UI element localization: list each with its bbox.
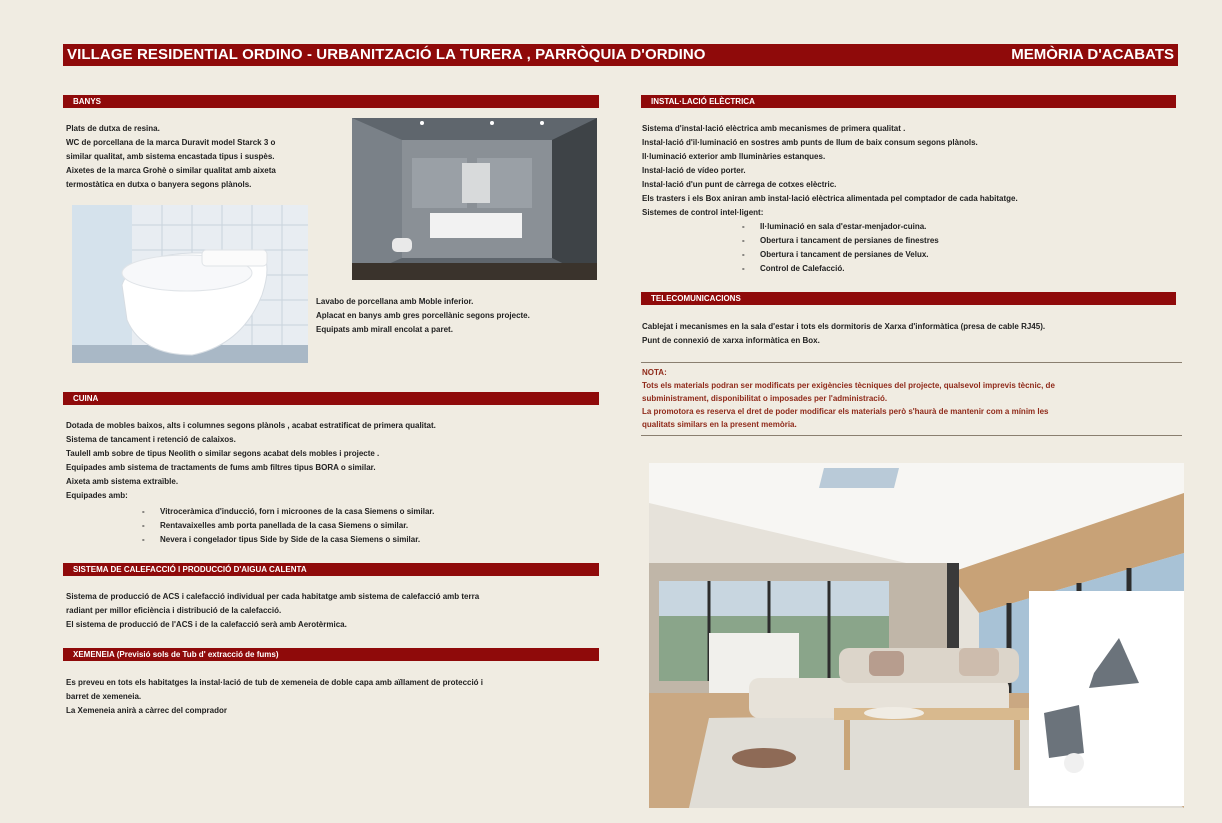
divider (641, 362, 1182, 363)
divider (641, 435, 1182, 436)
section-heading-telecom: TELECOMUNICACIONS (641, 292, 1176, 305)
bathroom-photo (352, 118, 597, 280)
cuina-bullets (160, 505, 600, 547)
list-item: - Obertura i tancament de persianes de Velux. (760, 248, 1170, 262)
section-heading-calefaccio: SISTEMA DE CALEFACCIÓ I PRODUCCIÓ D'AIGUA CALENTA (63, 563, 599, 576)
electrica-bullets (760, 220, 1170, 276)
living-room-photo (649, 463, 1184, 808)
electrica-text: Sistema d'instal·lació elèctrica amb mecanismes de primera qualitat . Instal·lació d'il·luminació en sostres amb punts de llum de baix consum segons plànols. Il·luminació exterior amb lluminàries estanques. Instal·lació de vídeo porter. Instal·lació d'un punt de càrrega de cotxes elèctric. Els trasters i els Box aniran amb instal·lació elèctrica alimentada pel comptador de cada habitatge. Sistemes de control intel·ligent: (642, 124, 1018, 217)
nota-text: NOTA: Tots els materials podran ser modificats per exigències tècniques del projecte, qualsevol imprevis tècnic, de subministrament, disponibilitat o imposades per l'administració. La promotora es reserva el dret de poder modificar els materials però s'haurà de mantenir com a mínim les qualitats similars en la present memòria. (642, 368, 1055, 429)
section-heading-cuina: CUINA (63, 392, 599, 405)
toilet-photo (72, 205, 308, 363)
page-subtitle: MEMÒRIA D'ACABATS (1011, 46, 1174, 63)
banys-caption: Lavabo de porcellana amb Moble inferior. Aplacat en banys amb gres porcellànic segons projecte. Equipats amb mirall encolat a paret. (316, 297, 530, 334)
list-item: - Nevera i congelador tipus Side by Side de la casa Siemens o similar. (160, 533, 600, 547)
cuina-text: Dotada de mobles baixos, alts i columnes segons plànols , acabat estratificat de primera qualitat. Sistema de tancament i retenció de calaixos. Taulell amb sobre de tipus Neolith o similar segons acabat dels mobles i projecte . Equipades amb sistema de tractaments de fums amb filtres tipus BORA o similar. Aixeta amb sistema extraïble. Equipades amb: (66, 421, 436, 500)
calefaccio-text: Sistema de producció de ACS i calefacció individual per cada habitatge amb sistema de calefacció amb terra radiant per millor eficiència i distribució de la calefacció. El sistema de producció de l'ACS i de la calefacció serà amb Aerotèrmica. (66, 592, 480, 629)
list-item: - Vitroceràmica d'inducció, forn i microones de la casa Siemens o similar. (160, 505, 600, 519)
section-heading-banys: BANYS (63, 95, 599, 108)
header-bar (63, 44, 1178, 66)
list-item: - Control de Calefacció. (760, 262, 1170, 276)
banys-text: Plats de dutxa de resina. WC de porcellana de la marca Duravit model Starck 3 o similar qualitat, amb sistema encastada tipus i suspès. Aixetes de la marca Grohè o similar qualitat amb aixeta termostàtica en dutxa o banyera segons plànols. (66, 124, 276, 189)
section-heading-electrica: INSTAL·LACIÓ ELÈCTRICA (641, 95, 1176, 108)
list-item: - Il·luminació en sala d'estar-menjador-cuina. (760, 220, 1170, 234)
section-heading-xemeneia: XEMENEIA (Previsió sols de Tub d' extracció de fums) (63, 648, 599, 661)
page-title: VILLAGE RESIDENTIAL ORDINO - URBANITZACIÓ LA TURERA , PARRÒQUIA D'ORDINO (67, 46, 706, 63)
list-item: - Rentavaixelles amb porta panellada de la casa Siemens o similar. (160, 519, 600, 533)
xemeneia-text: Es preveu en tots els habitatges la instal·lació de tub de xemeneia de doble capa amb aïllament de protecció i barret de xemeneia. La Xemeneia anirà a càrrec del comprador (66, 678, 484, 715)
list-item: - Obertura i tancament de persianes de finestres (760, 234, 1170, 248)
telecom-text: Cablejat i mecanismes en la sala d'estar i tots els dormitoris de Xarxa d'informàtica (presa de cable RJ45). Punt de connexió de xarxa informàtica en Box. (642, 322, 1046, 345)
